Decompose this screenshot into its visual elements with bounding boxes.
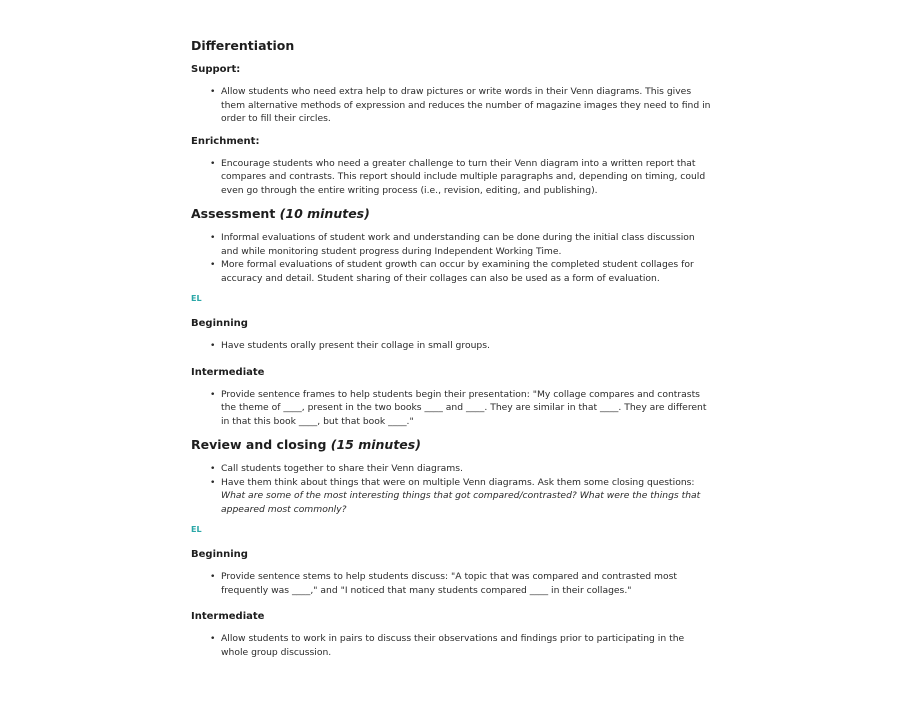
list-item	[221, 476, 711, 517]
review-duration: (15 minutes)	[330, 437, 421, 452]
support-list	[191, 85, 711, 126]
list-item: • More formal evaluations of student growth can occur by examining the completed student collages for accuracy and detail. Student sharing of their collages can also be used as a form of evaluation.	[221, 258, 711, 285]
assessment-list	[191, 231, 711, 285]
review-title	[191, 437, 711, 453]
el-tag: EL	[191, 294, 202, 303]
closing-questions: What are some of the most interesting things that got compared/contrasted? What were the things that appeared most commonly?	[221, 490, 701, 515]
list-item: • Call students together to share their Venn diagrams.	[221, 462, 711, 476]
assessment-beginning-heading: Beginning	[191, 318, 248, 329]
assessment-intermediate-list	[191, 388, 711, 429]
enrichment-heading: Enrichment:	[191, 135, 260, 147]
list-item: • Allow students to work in pairs to discuss their observations and findings prior to participating in the whole group discussion.	[221, 632, 711, 659]
review-beginning-heading: Beginning	[191, 549, 248, 560]
assessment-duration: (10 minutes)	[279, 206, 370, 221]
assessment-title	[191, 206, 711, 222]
review-intermediate-heading: Intermediate	[191, 611, 265, 622]
lesson-document	[191, 38, 711, 659]
assessment-beginning-list	[191, 339, 711, 353]
enrichment-list	[191, 157, 711, 198]
review-beginning-list	[191, 570, 711, 597]
review-list	[191, 462, 711, 516]
review-intermediate-list	[191, 632, 711, 659]
list-item: • Have students orally present their collage in small groups.	[221, 339, 711, 353]
support-heading: Support:	[191, 64, 241, 75]
review-item-text: Have them think about things that were on multiple Venn diagrams. Ask them some closing questions:	[221, 476, 695, 488]
list-item: • Informal evaluations of student work and understanding can be done during the initial class discussion and while monitoring student progress during Independent Working Time.	[221, 231, 711, 258]
differentiation-title: Differentiation	[191, 38, 295, 53]
list-item: • Encourage students who need a greater challenge to turn their Venn diagram into a written report that compares and contrasts. This report should include multiple paragraphs and, depending on timing, could even go through the entire writing process (i.e., revision, editing, and publishing).	[221, 157, 711, 198]
el-tag: EL	[191, 525, 202, 534]
review-title-text: Review and closing	[191, 437, 327, 452]
assessment-title-text: Assessment	[191, 206, 276, 221]
list-item: • Provide sentence stems to help students discuss: "A topic that was compared and contrasted most frequently was ____," and "I noticed that many students compared ____ in their collages."	[221, 570, 711, 597]
assessment-intermediate-heading: Intermediate	[191, 366, 265, 378]
list-item: • Allow students who need extra help to draw pictures or write words in their Venn diagrams. This gives them alternative methods of expression and reduces the number of magazine images they need to find in order to fill their circles.	[221, 85, 711, 126]
list-item: • Provide sentence frames to help students begin their presentation: "My collage compares and contrasts the theme of ____, present in the two books ____ and ____. They are similar in that ____. They are different in that this book ____, but that book ____."	[221, 388, 711, 429]
